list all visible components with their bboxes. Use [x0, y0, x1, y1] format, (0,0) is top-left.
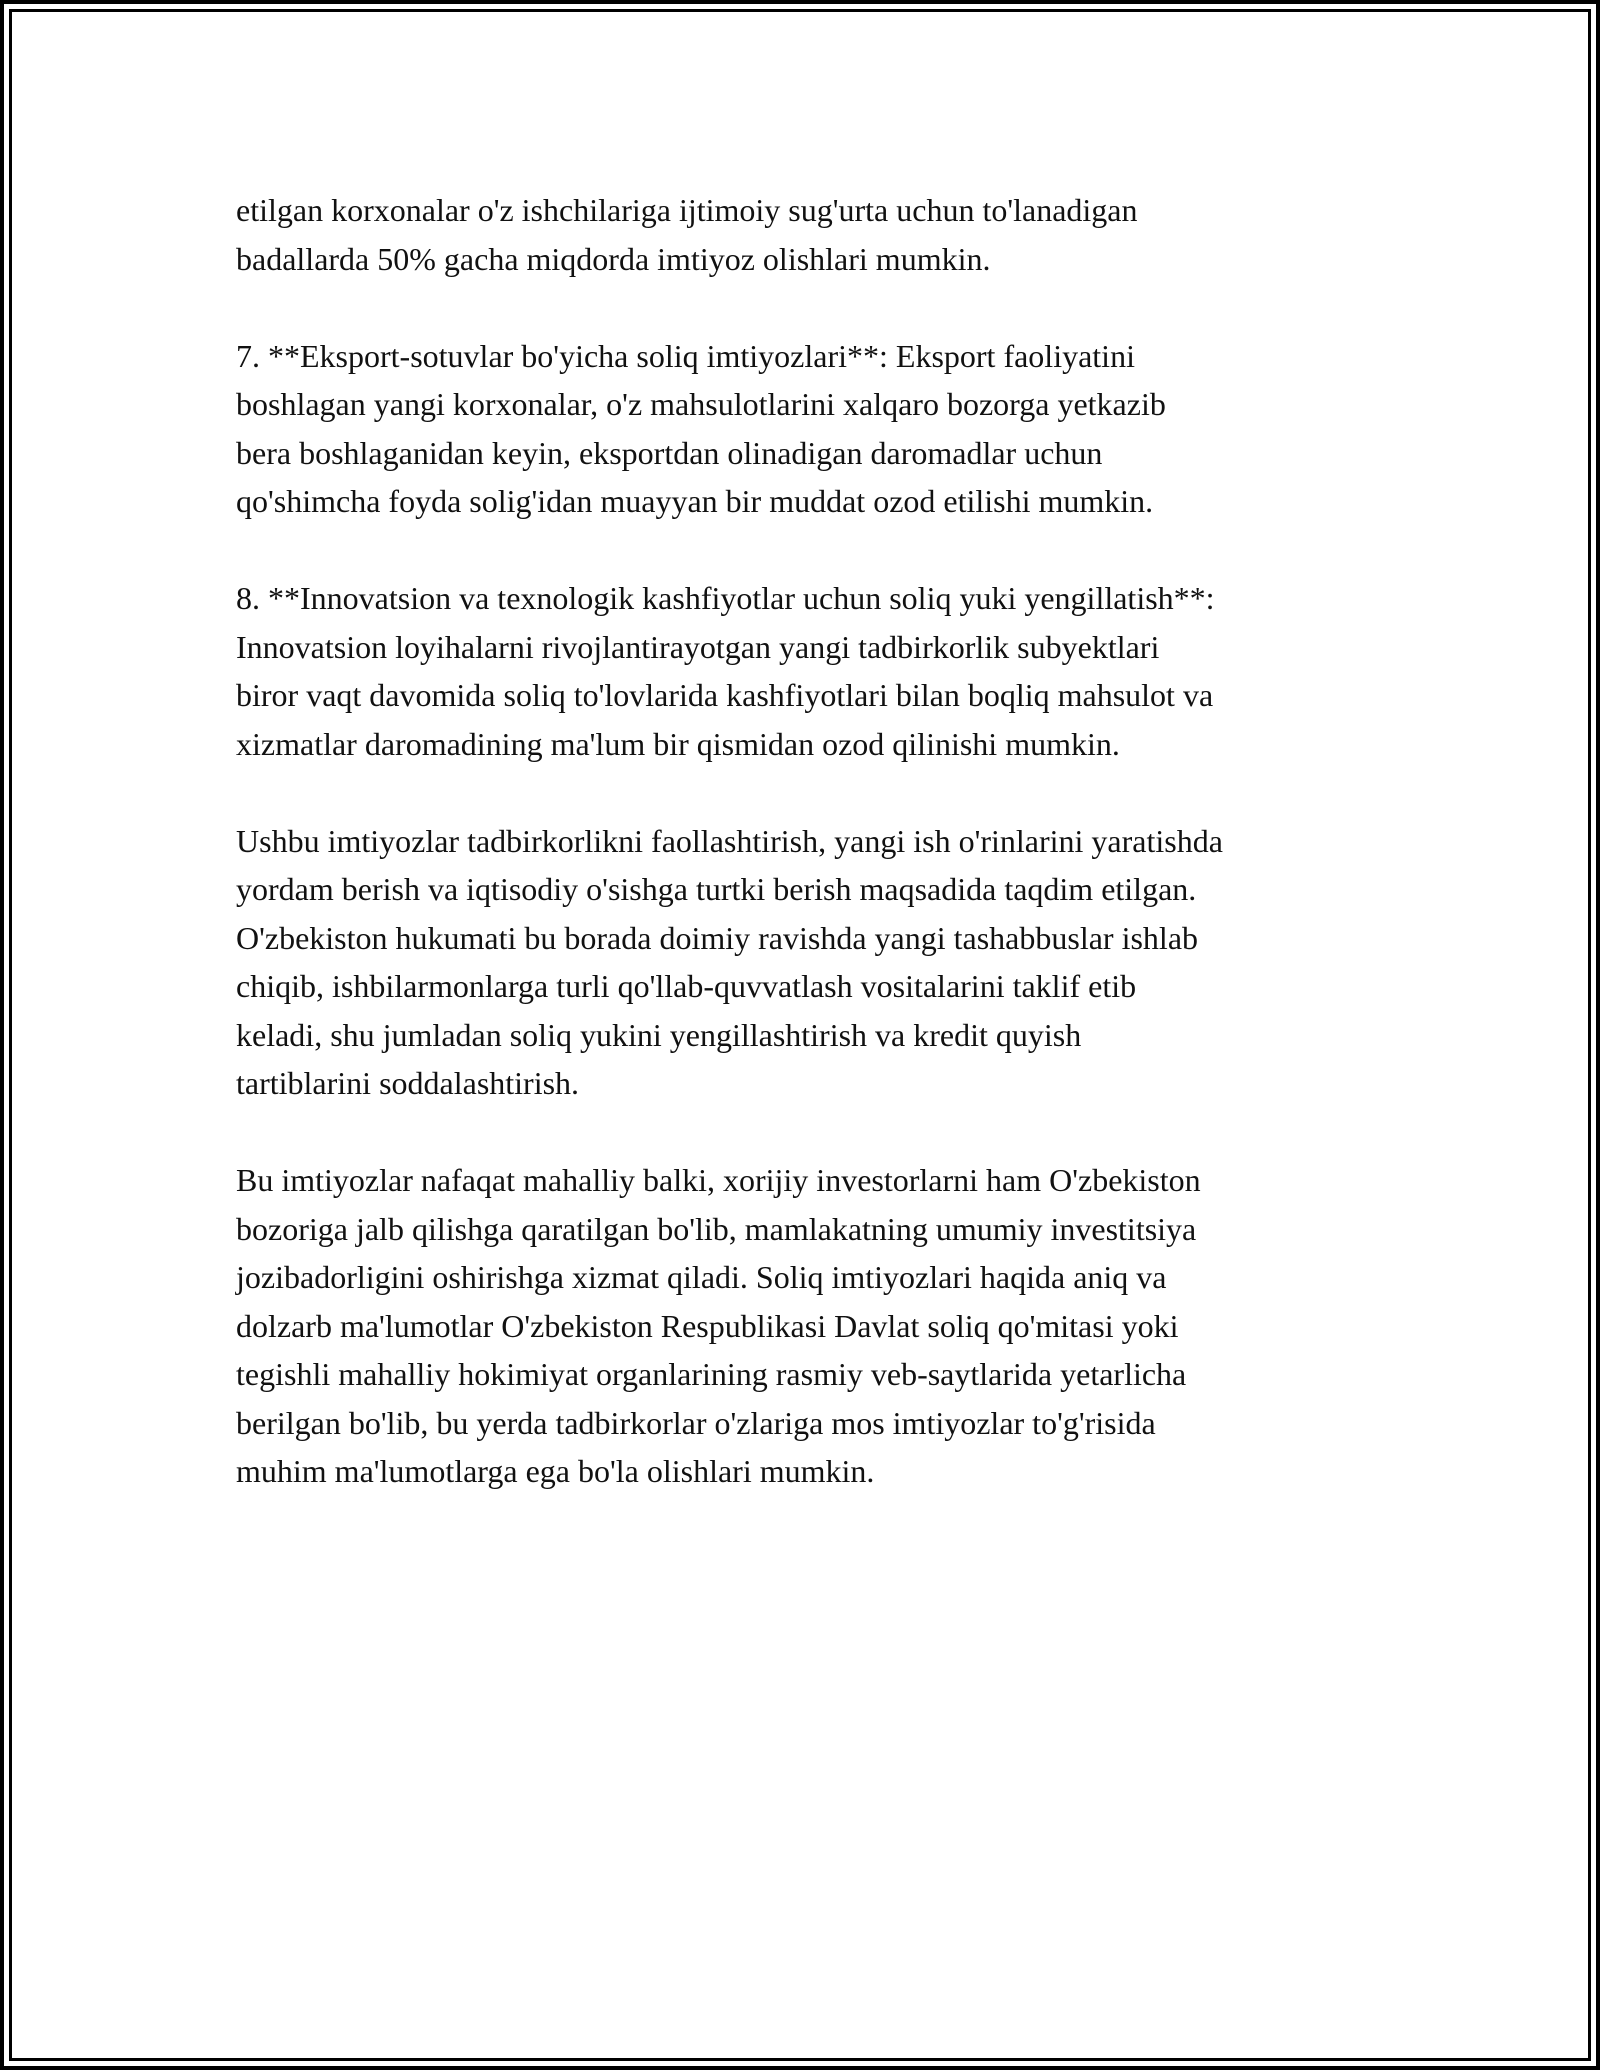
paragraph-benefits-purpose: Ushbu imtiyozlar tadbirkorlikni faollashtirish, yangi ish o'rinlarini yaratishda yordam berish va iqtisodiy o'sishga turtki berish maqsadida taqdim etilgan. O'zbekiston hukumati bu borada doimiy ravishda yangi tashabbuslar ishlab chiqib, ishbilarmonlarga turli qo'llab-quvvatlash vositalarini taklif etib keladi, shu jumladan soliq yukini yengillashtirish va kredit quyish tartiblarini soddalashtirish.: [236, 822, 1223, 1101]
paragraph-export-tax-benefits: 7. **Eksport-sotuvlar bo'yicha soliq imtiyozlari**: Eksport faoliyatini boshlagan yangi korxonalar, o'z mahsulotlarini xalqaro bozorga yetkazib bera boshlaganidan keyin, eksportdan olinadigan daromadlar uchun qo'shimcha foyda solig'idan muayyan bir muddat ozod etilishi mumkin.: [236, 337, 1166, 519]
paragraph-social-insurance-continuation: etilgan korxonalar o'z ishchilariga ijtimoiy sug'urta uchun to'lanadigan badallarda 50% gacha miqdorda imtiyoz olishlari mumkin.: [236, 192, 1138, 277]
document-body: [236, 186, 1396, 1544]
paragraph-investor-attraction: Bu imtiyozlar nafaqat mahalliy balki, xorijiy investorlarni ham O'zbekiston bozoriga jalb qilishga qaratilgan bo'lib, mamlakatning umumiy investitsiya jozibadorligini oshirishga xizmat qiladi. Soliq imtiyozlari haqida aniq va dolzarb ma'lumotlar O'zbekiston Respublikasi Davlat soliq qo'mitasi yoki tegishli mahalliy hokimiyat organlarining rasmiy veb-saytlarida yetarlicha berilgan bo'lib, bu yerda tadbirkorlar o'zlariga mos imtiyozlar to'g'risida muhim ma'lumotlarga ega bo'la olishlari mumkin.: [236, 1162, 1201, 1489]
paragraph-innovation-tax-relief: 8. **Innovatsion va texnologik kashfiyotlar uchun soliq yuki yengillatish**: Innovatsion loyihalarni rivojlantirayotgan yangi tadbirkorlik subyektlari biror vaqt davomida soliq to'lovlarida kashfiyotlari bilan boqliq mahsulot va xizmatlar daromadining ma'lum bir qismidan ozod qilinishi mumkin.: [236, 580, 1215, 762]
